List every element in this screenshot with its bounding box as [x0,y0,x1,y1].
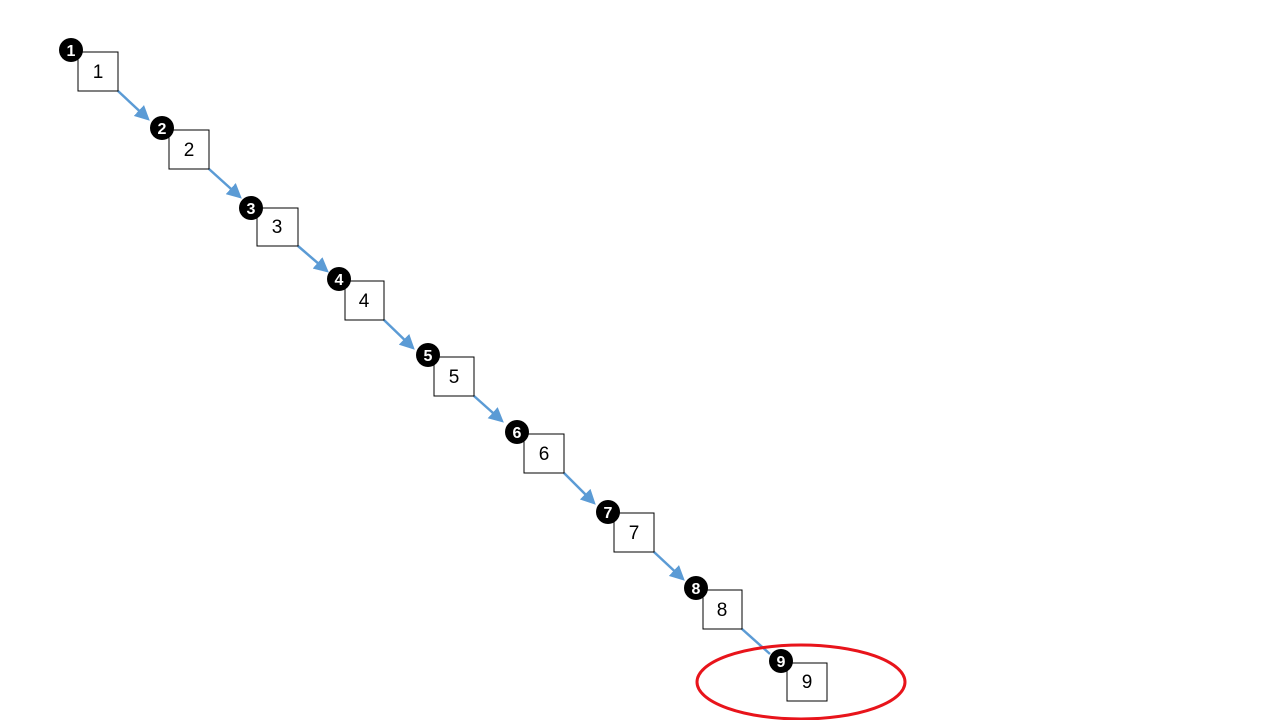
node-label: 5 [448,367,460,388]
step-badge-number: 1 [66,43,76,60]
node-6 [505,420,564,473]
arrow-3-to-4 [298,246,327,271]
step-badge-number: 9 [776,654,786,671]
step-badge-number: 5 [423,348,433,365]
step-badge-number: 8 [691,581,701,598]
arrow-6-to-7 [564,473,594,503]
step-badge-number: 7 [603,505,613,522]
node-3 [239,196,298,246]
arrow-7-to-8 [654,552,683,579]
node-label: 4 [358,291,370,312]
arrow-2-to-3 [209,169,240,197]
node-5 [416,343,474,396]
step-badge-number: 6 [512,425,522,442]
node-label: 7 [628,523,640,544]
node-7 [596,500,654,552]
node-label: 6 [538,444,550,465]
node-9 [769,649,827,701]
node-label: 8 [716,600,728,621]
arrow-4-to-5 [384,320,413,348]
node-2 [150,116,209,169]
node-label: 3 [271,217,283,238]
node-label: 1 [92,62,104,83]
node-1 [59,38,118,91]
node-label: 2 [183,140,195,161]
step-badge-number: 3 [246,201,256,218]
node-8 [684,576,742,629]
step-badge-number: 2 [157,121,167,138]
step-badge-number: 4 [334,272,344,289]
node-label: 9 [801,672,813,693]
node-4 [327,267,384,320]
arrow-5-to-6 [474,396,502,421]
arrow-1-to-2 [118,91,148,119]
